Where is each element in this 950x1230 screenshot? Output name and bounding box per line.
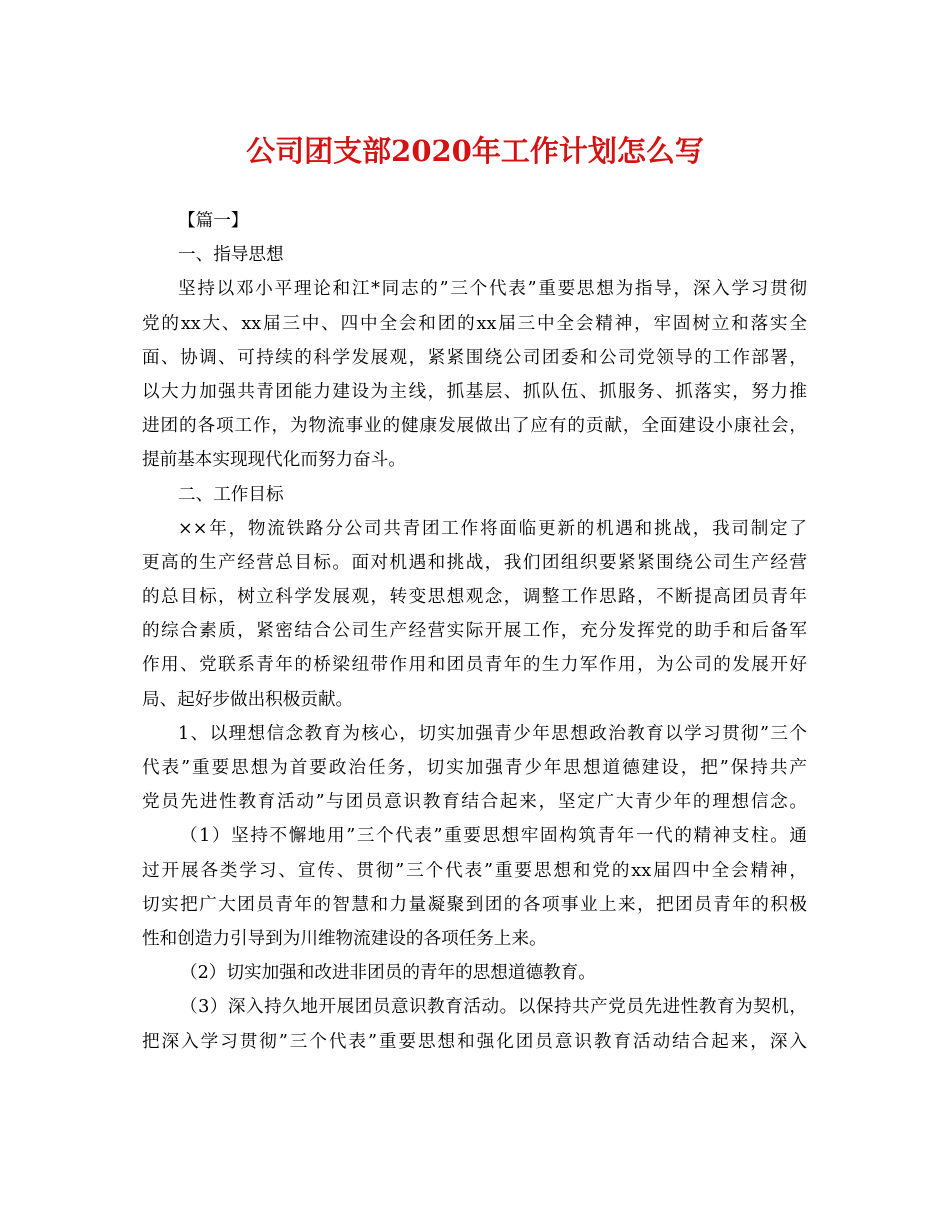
paragraph-line: 更高的生产经营总目标。面对机遇和挑战，我们团组织要紧紧围绕公司生产经营	[142, 552, 807, 573]
paragraph-line: 作用、党联系青年的桥梁纽带作用和团员青年的生力军作用，为公司的发展开好	[142, 655, 807, 676]
paragraph-line: ××年，物流铁路分公司共青团工作将面临更新的机遇和挑战，我司制定了	[178, 518, 807, 539]
paragraph-line: 切实把广大团员青年的智慧和力量凝聚到团的各项事业上来，把团员青年的积极	[142, 894, 807, 915]
paragraph-line: 过开展各类学习、宣传、贯彻”三个代表”重要思想和党的xx届四中全会精神，	[142, 860, 807, 881]
paragraph-line: 二、工作目标	[178, 484, 284, 505]
paragraph-line: 的总目标，树立科学发展观，转变思想观念，调整工作思路，不断提高团员青年	[142, 587, 807, 608]
paragraph-line: 面、协调、可持续的科学发展观，紧紧围绕公司团委和公司党领导的工作部署，	[142, 347, 807, 368]
paragraph-line: 代表”重要思想为首要政治任务，切实加强青少年思想道德建设，把”保持共产	[142, 758, 807, 778]
paragraph-line: 性和创造力引导到为川维物流建设的各项任务上来。	[142, 928, 547, 949]
paragraph-line: 党员先进性教育活动”与团员意识教育结合起来，坚定广大青少年的理想信念。	[142, 792, 807, 813]
paragraph-line: 以大力加强共青团能力建设为主线，抓基层、抓队伍、抓服务、抓落实，努力推	[142, 381, 807, 402]
paragraph-line: （3）深入持久地开展团员意识教育活动。以保持共产党员先进性教育为契机，	[180, 997, 807, 1018]
paragraph-line: 局、起好步做出积极贡献。	[142, 689, 354, 710]
document-body	[142, 204, 807, 1059]
paragraph-line: （1）坚持不懈地用”三个代表”重要思想牢固构筑青年一代的精神支柱。通	[180, 826, 807, 847]
paragraph-line: 坚持以邓小平理论和江*同志的”三个代表”重要思想为指导，深入学习贯彻	[178, 279, 807, 300]
document-title: 公司团支部2020年工作计划怎么写	[246, 134, 704, 168]
paragraph-line: 的综合素质，紧密结合公司生产经营实际开展工作，充分发挥党的助手和后备军	[142, 621, 807, 642]
paragraph-line: 1、以理想信念教育为核心，切实加强青少年思想政治教育以学习贯彻”三个	[178, 723, 807, 744]
paragraph-line: 提前基本实现现代化而努力奋斗。	[142, 450, 406, 471]
paragraph-line: 一、指导思想	[178, 245, 284, 266]
paragraph-line: （2）切实加强和改进非团员的青年的思想道德教育。	[180, 963, 596, 984]
paragraph-line: 把深入学习贯彻”三个代表”重要思想和强化团员意识教育活动结合起来，深入	[142, 1031, 807, 1052]
paragraph-line: 党的xx大、xx届三中、四中全会和团的xx届三中全会精神，牢固树立和落实全	[142, 313, 807, 334]
paragraph-line: 进团的各项工作，为物流事业的健康发展做出了应有的贡献，全面建设小康社会，	[142, 416, 807, 437]
paragraph-line: 【篇一】	[178, 211, 249, 231]
